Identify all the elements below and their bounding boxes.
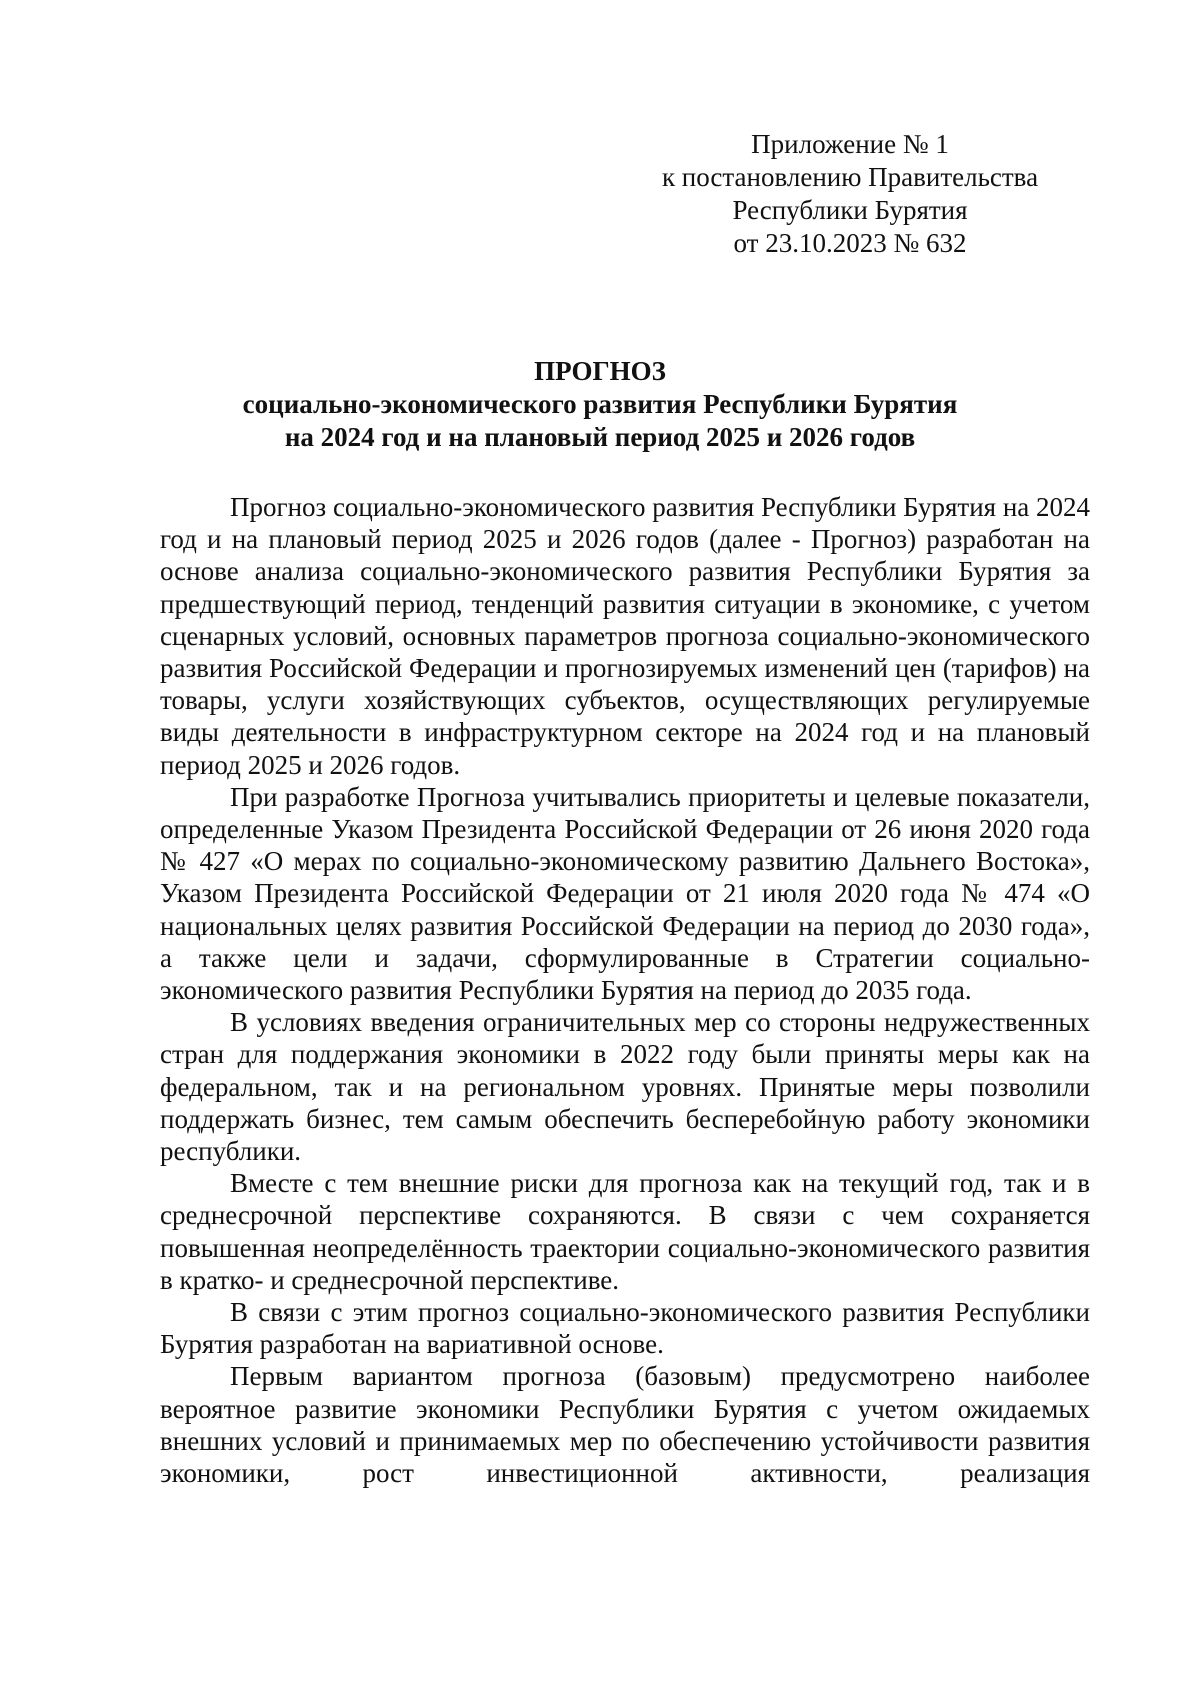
title-subject: социально-экономического развития Республики Бурятия — [242, 389, 958, 419]
paragraph-priorities: При разработке Прогноза учитывались приоритеты и целевые показатели, определенные Указом Президента Российской Федерации от 26 июня 2020 года № 427 «О мерах по социально-экономическому развитию Дальнего Востока», Указом Президента Российской Федерации от 21 июля 2020 года № 474 «О национальных целях развития Российской Федерации на период до 2030 года», а также цели и задачи, сформулированные в Стратегии социально-экономического развития Республики Бурятия на период до 2035 года. — [160, 781, 1090, 1006]
document-title — [150, 355, 1050, 454]
document-body — [160, 491, 1090, 1489]
appendix-resolution-ref: к постановлению Правительства — [661, 162, 1039, 192]
paragraph-intro: Прогноз социально-экономического развития Республики Бурятия на 2024 год и на плановый период 2025 и 2026 годов (далее - Прогноз) разработан на основе анализа социально-экономического развития Республики Бурятия за предшествующий период, тенденций развития ситуации в экономике, с учетом сценарных условий, основных параметров прогноза социально-экономического развития Российской Федерации и прогнозируемых изменений цен (тарифов) на товары, услуги хозяйствующих субъектов, осуществляющих регулируемые виды деятельности в инфраструктурном секторе на 2024 год и на плановый период 2025 и 2026 годов. — [160, 492, 1091, 780]
appendix-republic: Республики Бурятия — [732, 195, 968, 225]
paragraph-base-variant: Первым вариантом прогноза (базовым) предусмотрено наиболее вероятное развитие экономики Республики Бурятия с учетом ожидаемых внешних условий и принимаемых мер по обеспечению устойчивости развития экономики, рост инвестиционной активности, реализация — [160, 1361, 1090, 1489]
paragraph-measures: В условиях введения ограничительных мер со стороны недружественных стран для поддержания экономики в 2022 году были приняты меры как на федеральном, так и на региональном уровнях. Принятые меры позволили поддержать бизнес, тем самым обеспечить бесперебойную работу экономики республики. — [160, 1007, 1090, 1167]
appendix-number: Приложение № 1 — [751, 129, 949, 159]
appendix-header — [600, 128, 1100, 260]
appendix-date-number: от 23.10.2023 № 632 — [733, 228, 967, 258]
title-heading: ПРОГНОЗ — [534, 356, 666, 386]
paragraph-risks: Вместе с тем внешние риски для прогноза как на текущий год, так и в среднесрочной перспективе сохраняются. В связи с чем сохраняется повышенная неопределённость траектории социально-экономического развития в кратко- и среднесрочной перспективе. — [160, 1168, 1090, 1295]
paragraph-variative: В связи с этим прогноз социально-экономического развития Республики Бурятия разработан на вариативной основе. — [160, 1297, 1090, 1360]
title-period: на 2024 год и на плановый период 2025 и 2026 годов — [284, 422, 916, 452]
